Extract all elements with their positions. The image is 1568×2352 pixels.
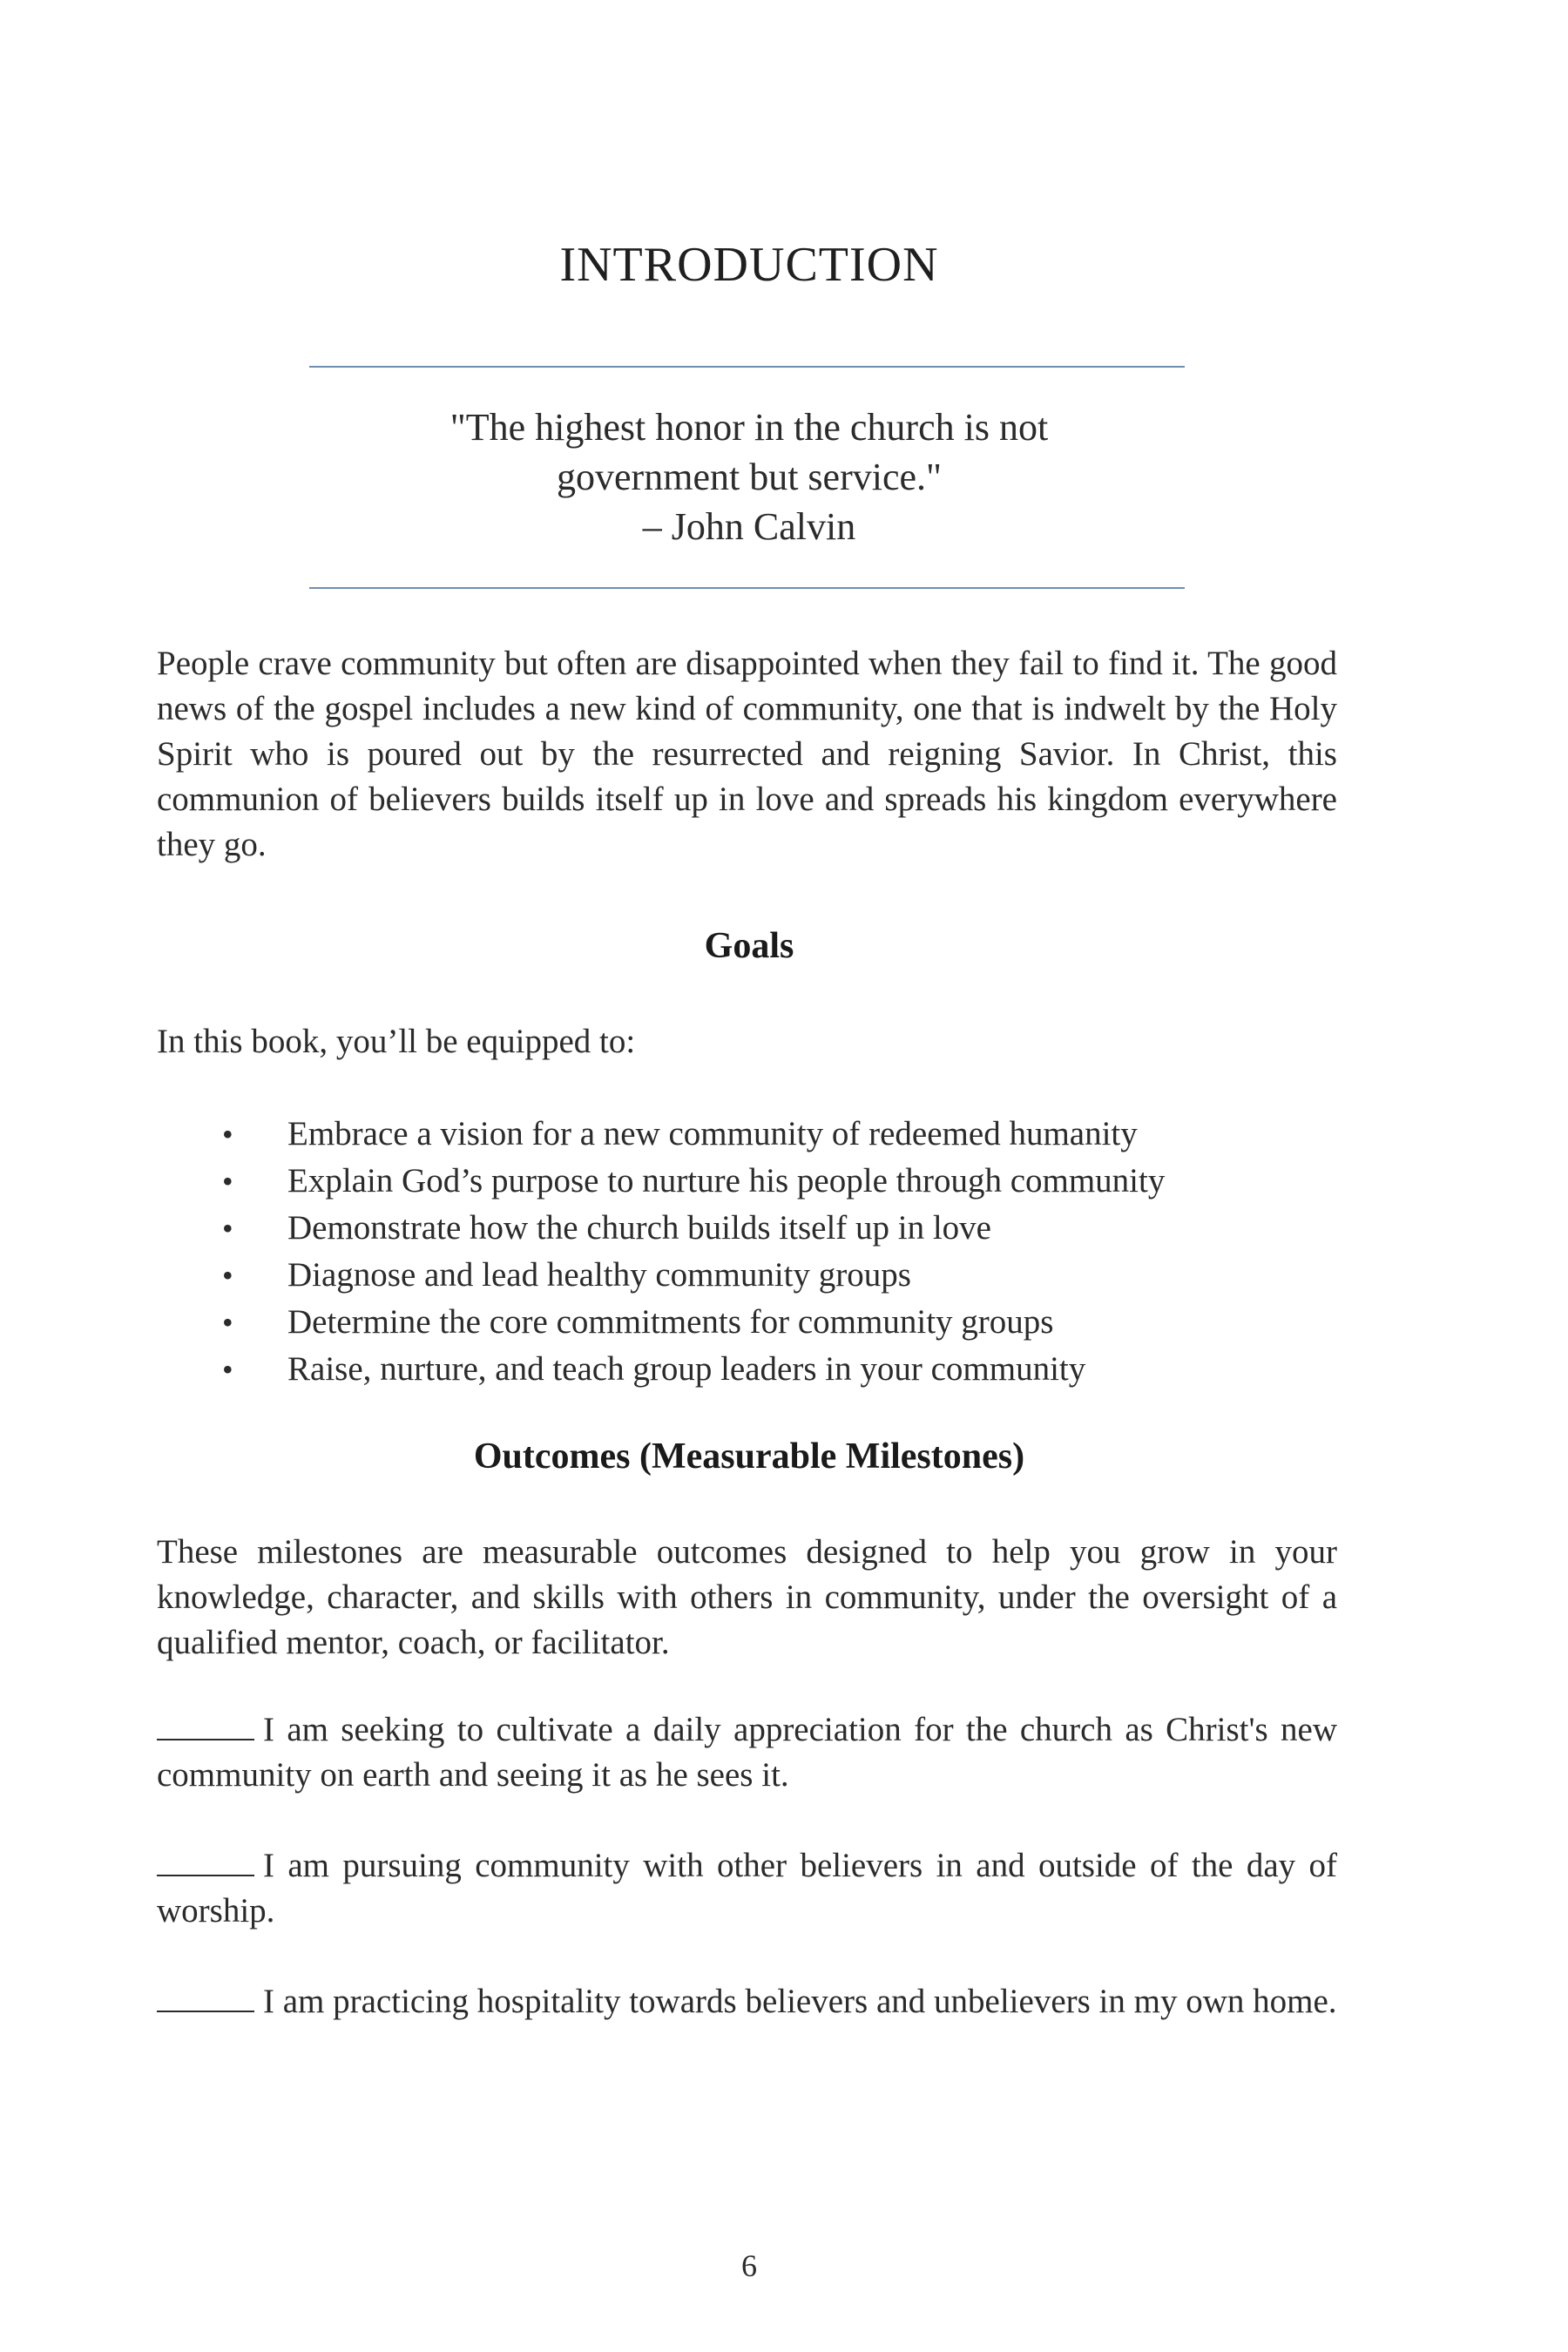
bullet-icon: •	[222, 1258, 233, 1293]
bullet-icon: •	[222, 1305, 233, 1340]
goal-text: Raise, nurture, and teach group leaders in your community	[287, 1350, 1086, 1388]
epigraph-quote	[0, 402, 1498, 551]
quote-attribution: – John Calvin	[642, 505, 856, 548]
goal-text: Demonstrate how the church builds itself up in love	[287, 1209, 991, 1247]
goals-list	[157, 1111, 1376, 1393]
bullet-icon: •	[222, 1164, 233, 1199]
milestone-3	[157, 1979, 1337, 2024]
page-title: INTRODUCTION	[559, 238, 939, 292]
list-item	[157, 1158, 1376, 1205]
page-number: 6	[741, 2248, 757, 2283]
quote-line-2: government but service."	[557, 456, 942, 498]
bullet-icon: •	[222, 1211, 233, 1246]
checkoff-blank[interactable]	[157, 1984, 254, 2012]
bullet-icon: •	[222, 1117, 233, 1152]
bullet-icon: •	[222, 1352, 233, 1387]
list-item	[157, 1205, 1376, 1252]
milestone-text: I am practicing hospitality towards believers and unbelievers in my own home.	[263, 1983, 1337, 2020]
goal-text: Diagnose and lead healthy community groups	[287, 1256, 911, 1294]
quote-bottom-rule	[309, 587, 1185, 589]
list-item	[157, 1346, 1376, 1393]
milestone-1	[157, 1707, 1337, 1798]
intro-paragraph: People crave community but often are disappointed when they fail to find it. The good news of the gospel includes a new kind of community, one that is indwelt by the Holy Spirit who is poured out by the resurrected and reigning Savior. In Christ, this communion of believers builds itself up in love and spreads his kingdom everywhere they go.	[157, 645, 1337, 863]
quote-line-1: "The highest honor in the church is not	[449, 406, 1049, 449]
goal-text: Determine the core commitments for community groups	[287, 1303, 1054, 1341]
goals-heading: Goals	[704, 926, 794, 966]
list-item	[157, 1299, 1376, 1346]
list-item	[157, 1111, 1376, 1158]
list-item	[157, 1252, 1376, 1299]
goal-text: Embrace a vision for a new community of redeemed humanity	[287, 1115, 1138, 1152]
checkoff-blank[interactable]	[157, 1713, 254, 1740]
milestone-2	[157, 1843, 1337, 1934]
milestone-text: I am pursuing community with other believers in and outside of the day of worship.	[157, 1847, 1337, 1930]
checkoff-blank[interactable]	[157, 1848, 254, 1876]
outcomes-heading: Outcomes (Measurable Milestones)	[473, 1436, 1025, 1477]
quote-top-rule	[309, 366, 1185, 368]
outcomes-lead: These milestones are measurable outcomes designed to help you grow in your knowledge, character, and skills with others in community, under the oversight of a qualified mentor, coach, or facilitator.	[157, 1533, 1337, 1661]
milestone-text: I am seeking to cultivate a daily appreciation for the church as Christ's new community on earth and seeing it as he sees it.	[157, 1711, 1337, 1794]
goals-lead: In this book, you’ll be equipped to:	[157, 1023, 636, 1060]
goal-text: Explain God’s purpose to nurture his people through community	[287, 1162, 1166, 1200]
